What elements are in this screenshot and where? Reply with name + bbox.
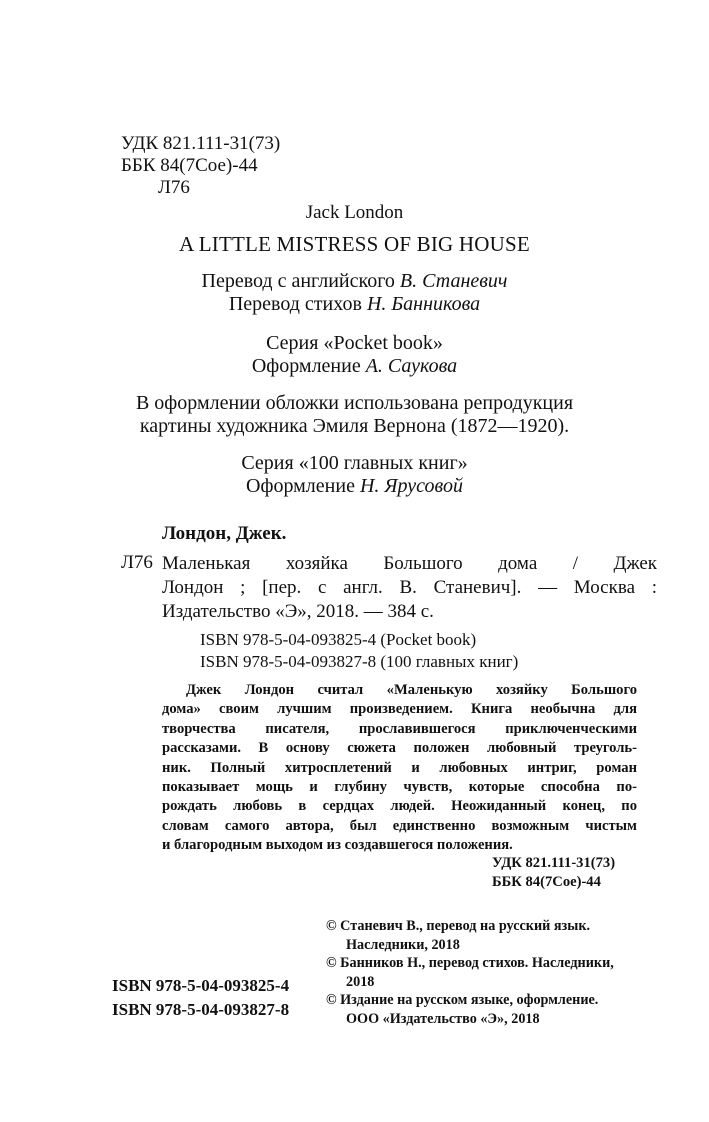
author-mark: Л76: [158, 177, 190, 198]
bbk-code-bottom: ББК 84(7Сое)-44: [492, 874, 601, 890]
annotation-line: Джек Лондон считал «Маленькую хозяйку Большого: [186, 682, 637, 698]
copyright-line: ООО «Издательство «Э», 2018: [346, 1010, 540, 1027]
author-original: Jack London: [305, 202, 404, 223]
series-design-100: Оформление Н. Ярусовой: [246, 475, 463, 497]
catalog-code: Л76: [121, 552, 153, 573]
annotation-line: рождать любовь в сердцах людей. Неожиданный конец, по: [162, 798, 637, 815]
series-design-pocket: Оформление А. Саукова: [251, 355, 458, 377]
catalog-line: Издательство «Э», 2018. — 384 с.: [162, 601, 434, 622]
annotation: [162, 681, 637, 856]
catalog-line: Лондон ; [пер. с англ. В. Станевич]. — Москва :: [162, 577, 657, 598]
cover-note-line-1: В оформлении обложки использована репродукция: [135, 392, 574, 414]
catalog-isbn-list: [200, 629, 518, 673]
verses-translation-credit: Перевод стихов Н. Банникова: [228, 293, 481, 315]
annotation-line: рассказами. В основу сюжета положен любовный треуголь-: [162, 740, 637, 757]
annotation-line: ник. Полный хитросплетений и любовных интриг, роман: [162, 759, 637, 776]
annotation-line: и благородным выходом из создавшегося положения.: [162, 837, 513, 854]
series-name-pocket: Серия «Pocket book»: [266, 332, 443, 354]
designer-name: А. Саукова: [365, 355, 458, 377]
annotation-line: словам самого автора, был единственно возможным чистым: [162, 817, 637, 834]
catalog-line: Маленькая хозяйка Большого дома / Джек: [162, 553, 657, 574]
isbn-bottom-line: ISBN 978-5-04-093825-4: [112, 976, 290, 995]
cover-note-line-2: картины художника Эмиля Вернона (1872—1920).: [139, 415, 570, 437]
copyright-line: 2018: [346, 973, 375, 990]
isbn-line: ISBN 978-5-04-093827-8 (100 главных книг): [200, 652, 519, 671]
catalog-author-heading: Лондон, Джек.: [162, 523, 287, 544]
title-original: A LITTLE MISTRESS OF BIG HOUSE: [179, 232, 530, 256]
udk-block-top: [121, 133, 280, 199]
copyright-line: Наследники, 2018: [346, 936, 460, 953]
isbn-line: ISBN 978-5-04-093825-4 (Pocket book): [200, 630, 477, 649]
isbn-block-bottom: [112, 974, 289, 1022]
bbk-code: ББК 84(7Сое)-44: [121, 155, 258, 176]
copyright-line: © Станевич В., перевод на русский язык.: [326, 918, 591, 934]
series-name-100: Серия «100 главных книг»: [241, 452, 468, 474]
catalog-description: [162, 552, 657, 624]
translation-credit: Перевод с английского В. Станевич: [201, 270, 508, 292]
designer-name-2: Н. Ярусовой: [359, 475, 463, 497]
translator-name: В. Станевич: [399, 270, 508, 292]
isbn-bottom-line: ISBN 978-5-04-093827-8: [112, 1000, 290, 1019]
copyright-line: © Банников Н., перевод стихов. Наследники,: [326, 955, 614, 972]
copyright-line: © Издание на русском языке, оформление.: [326, 992, 599, 1009]
udk-code-bottom: УДК 821.111-31(73): [492, 855, 616, 871]
udk-block-bottom: [492, 854, 615, 892]
annotation-line: показывает мощь и глубину чувств, которые способна по-: [162, 779, 637, 796]
verses-translator-name: Н. Банникова: [366, 293, 481, 315]
annotation-line: творчества писателя, прославившегося приключенческими: [162, 720, 637, 737]
udk-code: УДК 821.111-31(73): [121, 133, 281, 154]
copyright-block: [326, 917, 614, 1029]
annotation-line: дома» своим лучшим произведением. Книга необычна для: [162, 701, 637, 718]
